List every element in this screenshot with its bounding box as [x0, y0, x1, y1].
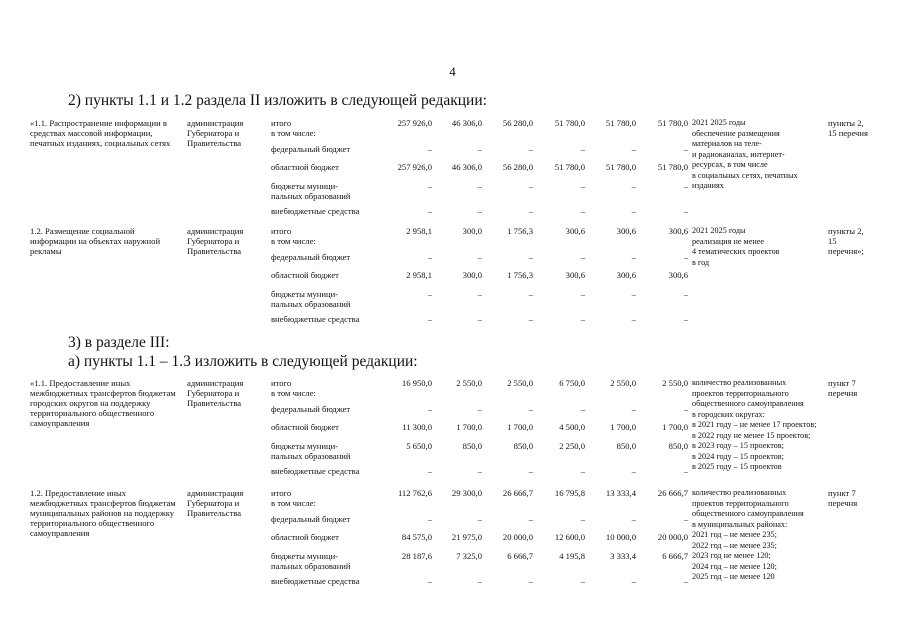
funding-source-label: [271, 270, 339, 280]
funding-value: –: [580, 466, 585, 476]
measure-name: 1.2. Размещение социальной информации на объектах наружной рекламы: [30, 226, 161, 256]
funding-value: 257 926,0: [397, 162, 432, 172]
funding-value: –: [477, 252, 482, 262]
funding-source-label-line: внебюджетные средства: [271, 466, 360, 476]
funding-source-label-line: бюджеты муници-: [271, 289, 339, 299]
funding-value: –: [580, 404, 585, 414]
funding-source-label-line: федеральный бюджет: [271, 514, 351, 524]
expected-result-line: изданиях: [692, 181, 724, 190]
funding-value: –: [427, 206, 432, 216]
funding-source-label-line: областной бюджет: [271, 162, 339, 172]
expected-result-line: 2021 2025 годы: [692, 226, 746, 235]
expected-result-line: количество реализованных: [692, 488, 787, 497]
funding-value: –: [631, 576, 636, 586]
funding-value: –: [427, 289, 432, 299]
funding-value: –: [427, 314, 432, 324]
funding-source-label-line: бюджеты муници-: [271, 181, 339, 191]
funding-value: 300,6: [565, 270, 585, 280]
funding-value: –: [580, 206, 585, 216]
funding-value: 1 700,0: [507, 422, 533, 432]
funding-value: 300,0: [462, 270, 482, 280]
funding-source-label-line: итого: [271, 118, 292, 128]
reference: [828, 488, 857, 508]
funding-value: –: [528, 514, 533, 524]
funding-value: –: [528, 576, 533, 586]
funding-value: –: [528, 206, 533, 216]
funding-value: 51 780,0: [554, 118, 585, 128]
funding-source-label-line: пальных образований: [271, 191, 351, 201]
funding-value: –: [683, 466, 688, 476]
funding-value: 2 550,0: [662, 378, 688, 388]
funding-source-label: [271, 514, 350, 524]
funding-value: –: [631, 514, 636, 524]
funding-value: –: [477, 289, 482, 299]
funding-value: –: [477, 514, 482, 524]
funding-value: 4 195,8: [559, 551, 585, 561]
funding-value: –: [683, 514, 688, 524]
reference-line: 15 перечня: [828, 128, 868, 138]
funding-source-label: [271, 206, 359, 216]
funding-value: 13 333,4: [605, 488, 636, 498]
funding-value: –: [528, 404, 533, 414]
funding-value: –: [427, 466, 432, 476]
executor: администрация Губернатора и Правительства: [187, 118, 244, 148]
funding-value: 1 756,3: [507, 270, 533, 280]
funding-value: 28 187,6: [401, 551, 432, 561]
funding-value: –: [631, 289, 636, 299]
funding-value: –: [477, 466, 482, 476]
funding-value: 51 780,0: [605, 118, 636, 128]
funding-value: 2 250,0: [559, 441, 585, 451]
funding-source-label-line: в том числе:: [271, 498, 316, 508]
funding-value: 46 306,0: [451, 162, 482, 172]
reference-line: пункты 2,: [828, 118, 864, 128]
funding-value: –: [683, 181, 688, 191]
section-heading-1: 2) пункты 1.1 и 1.2 раздела II изложить в следующей редакции:: [68, 92, 487, 109]
funding-value: –: [528, 466, 533, 476]
funding-value: 26 666,7: [657, 488, 688, 498]
executor: администрация Губернатора и Правительства: [187, 488, 244, 518]
expected-result-line: общественного самоуправления: [692, 509, 804, 518]
funding-value: 6 666,7: [507, 551, 533, 561]
funding-value: 300,6: [668, 270, 688, 280]
funding-source-label: [271, 532, 339, 542]
reference-line: пункты 2,: [828, 226, 864, 236]
funding-source-label-line: бюджеты муници-: [271, 551, 339, 561]
funding-value: –: [528, 289, 533, 299]
funding-source-label-line: федеральный бюджет: [271, 252, 351, 262]
funding-source-label-line: в том числе:: [271, 388, 316, 398]
funding-source-label: [271, 576, 359, 586]
funding-value: 56 280,0: [502, 118, 533, 128]
expected-result: [692, 378, 816, 473]
expected-result-line: в 2023 году – 15 проектов;: [692, 441, 784, 450]
expected-result-line: в городских округах:: [692, 409, 765, 419]
funding-source-label: [271, 314, 359, 324]
funding-value: 29 300,0: [451, 488, 482, 498]
expected-result-line: в 2021 году – не менее 17 проектов;: [692, 420, 817, 429]
expected-result-line: 2025 год – не менее 120: [692, 572, 775, 581]
funding-value: –: [580, 144, 585, 154]
funding-value: –: [528, 144, 533, 154]
funding-value: 10 000,0: [605, 532, 636, 542]
funding-value: 850,0: [462, 441, 482, 451]
funding-source-label: [271, 118, 316, 138]
funding-source-label-line: в том числе:: [271, 128, 316, 138]
funding-value: 2 550,0: [456, 378, 482, 388]
expected-result-line: ресурсах, в том числе: [692, 160, 768, 169]
funding-value: –: [683, 206, 688, 216]
funding-source-label: [271, 488, 316, 508]
expected-result-line: 2021 2025 годы: [692, 118, 746, 127]
funding-source-label-line: областной бюджет: [271, 532, 339, 542]
funding-value: 6 750,0: [559, 378, 585, 388]
funding-value: –: [631, 181, 636, 191]
funding-value: –: [427, 252, 432, 262]
expected-result: [692, 488, 804, 583]
expected-result-line: в 2024 году – 15 проектов;: [692, 451, 784, 461]
funding-value: 16 795,8: [554, 488, 585, 498]
funding-value: 26 666,7: [502, 488, 533, 498]
funding-value: –: [427, 576, 432, 586]
funding-source-label-line: бюджеты муници-: [271, 441, 339, 451]
funding-value: –: [427, 144, 432, 154]
funding-source-label-line: внебюджетные средства: [271, 576, 360, 586]
funding-value: –: [683, 404, 688, 414]
funding-value: 21 975,0: [451, 532, 482, 542]
expected-result-line: в 2025 году – 15 проектов: [692, 462, 782, 471]
reference-line: перечня: [828, 388, 858, 398]
reference-line: пункт 7: [828, 488, 856, 498]
expected-result-line: проектов территориального: [692, 388, 789, 398]
expected-result-line: в год: [692, 257, 710, 267]
expected-result-line: количество реализованных: [692, 378, 787, 387]
expected-result-line: в муниципальных районах:: [692, 519, 788, 529]
funding-value: –: [683, 314, 688, 324]
funding-source-label-line: областной бюджет: [271, 422, 339, 432]
expected-result: [692, 226, 780, 268]
funding-value: –: [631, 466, 636, 476]
reference: [828, 118, 868, 138]
expected-result-line: общественного самоуправления: [692, 399, 804, 408]
funding-value: –: [580, 576, 585, 586]
funding-value: –: [528, 181, 533, 191]
funding-source-label-line: федеральный бюджет: [271, 144, 351, 154]
funding-value: 5 650,0: [406, 441, 432, 451]
funding-source-label-line: итого: [271, 378, 292, 388]
funding-value: –: [477, 181, 482, 191]
funding-source-label-line: итого: [271, 226, 292, 236]
funding-value: –: [580, 252, 585, 262]
funding-value: 2 958,1: [406, 226, 432, 236]
expected-result-line: в социальных сетях, печатных: [692, 170, 798, 180]
funding-value: 112 762,6: [397, 488, 432, 498]
funding-source-label-line: пальных образований: [271, 561, 351, 571]
funding-value: –: [477, 576, 482, 586]
funding-value: 300,6: [616, 270, 636, 280]
funding-value: –: [580, 289, 585, 299]
measure-name: 1.2. Предоставление иных межбюджетных трансфертов бюджетам муниципальных районов на поддержку территориального общественного самоуправления: [30, 488, 176, 538]
funding-source-label-line: в том числе:: [271, 236, 316, 246]
expected-result-line: 2024 год – не менее 120;: [692, 561, 777, 571]
funding-value: –: [683, 144, 688, 154]
section-heading-2a: 3) в разделе III:: [68, 334, 170, 351]
measure-name: «1.1. Распространение информации в средствах массовой информации, печатных изданиях, социальных сетях: [30, 118, 171, 148]
executor: администрация Губернатора и Правительства: [187, 226, 244, 256]
expected-result: [692, 118, 798, 192]
funding-value: –: [683, 289, 688, 299]
funding-value: 84 575,0: [401, 532, 432, 542]
funding-source-label-line: областной бюджет: [271, 270, 339, 280]
funding-source-label: [271, 378, 316, 398]
measure-name: «1.1. Предоставление иных межбюджетных трансфертов бюджетам городских округов на поддержку территориального общественного самоуправления: [30, 378, 176, 428]
funding-value: 46 306,0: [451, 118, 482, 128]
funding-source-label-line: пальных образований: [271, 299, 351, 309]
funding-source-label: [271, 226, 316, 246]
funding-value: 7 325,0: [456, 551, 482, 561]
reference-line: перечня: [828, 498, 858, 508]
funding-value: 1 700,0: [456, 422, 482, 432]
funding-source-label: [271, 551, 351, 571]
expected-result-line: в 2022 году не менее 15 проектов;: [692, 430, 811, 440]
funding-source-label-line: внебюджетные средства: [271, 314, 360, 324]
funding-value: 51 780,0: [605, 162, 636, 172]
expected-result-line: проектов территориального: [692, 498, 789, 508]
funding-source-label: [271, 289, 351, 309]
funding-value: –: [427, 181, 432, 191]
reference-line: пункт 7: [828, 378, 856, 388]
funding-value: 2 550,0: [610, 378, 636, 388]
expected-result-line: 2022 год – не менее 235;: [692, 540, 777, 550]
funding-value: –: [631, 206, 636, 216]
funding-source-label-line: итого: [271, 488, 292, 498]
funding-source-label: [271, 252, 350, 262]
section-heading-2b: а) пункты 1.1 – 1.3 изложить в следующей редакции:: [68, 353, 418, 370]
expected-result-line: 2021 год – не менее 235;: [692, 530, 777, 539]
expected-result-line: 4 тематических проектов: [692, 247, 780, 256]
funding-value: 6 666,7: [662, 551, 688, 561]
funding-value: 3 333,4: [610, 551, 636, 561]
funding-value: 20 000,0: [502, 532, 533, 542]
funding-value: 1 756,3: [507, 226, 533, 236]
executor: администрация Губернатора и Правительства: [187, 378, 244, 408]
funding-value: 4 500,0: [559, 422, 585, 432]
funding-value: –: [580, 181, 585, 191]
funding-source-label: [271, 144, 350, 154]
funding-value: 51 780,0: [554, 162, 585, 172]
funding-source-label: [271, 422, 339, 432]
reference-line: перечня»;: [828, 246, 864, 256]
expected-result-line: 2023 год не менее 120;: [692, 551, 771, 560]
funding-value: 850,0: [668, 441, 688, 451]
reference: [828, 378, 857, 398]
funding-source-label: [271, 441, 351, 461]
funding-value: 300,0: [462, 226, 482, 236]
funding-value: –: [683, 252, 688, 262]
funding-value: 850,0: [513, 441, 533, 451]
funding-value: 257 926,0: [397, 118, 432, 128]
funding-value: –: [528, 314, 533, 324]
funding-value: –: [477, 206, 482, 216]
funding-value: 51 780,0: [657, 118, 688, 128]
funding-value: –: [580, 514, 585, 524]
funding-value: –: [580, 314, 585, 324]
funding-value: –: [631, 404, 636, 414]
funding-value: –: [631, 314, 636, 324]
funding-value: 300,6: [565, 226, 585, 236]
funding-value: 2 550,0: [507, 378, 533, 388]
funding-source-label-line: федеральный бюджет: [271, 404, 351, 414]
funding-value: –: [528, 252, 533, 262]
funding-value: 16 950,0: [401, 378, 432, 388]
funding-source-label: [271, 162, 339, 172]
funding-value: 11 300,0: [402, 422, 432, 432]
funding-value: 1 700,0: [662, 422, 688, 432]
funding-value: 2 958,1: [406, 270, 432, 280]
reference: [828, 226, 864, 256]
funding-source-label-line: внебюджетные средства: [271, 206, 360, 216]
expected-result-line: обеспечение размещения: [692, 128, 780, 138]
funding-value: –: [631, 252, 636, 262]
funding-value: –: [477, 144, 482, 154]
funding-value: 850,0: [616, 441, 636, 451]
funding-value: 1 700,0: [610, 422, 636, 432]
funding-value: 20 000,0: [657, 532, 688, 542]
funding-value: –: [427, 514, 432, 524]
funding-value: 56 280,0: [502, 162, 533, 172]
funding-value: 300,6: [668, 226, 688, 236]
funding-value: 51 780,0: [657, 162, 688, 172]
funding-value: 300,6: [616, 226, 636, 236]
expected-result-line: и радиоканалах, интернет-: [692, 149, 785, 159]
funding-source-label-line: пальных образований: [271, 451, 351, 461]
expected-result-line: реализация не менее: [692, 236, 764, 246]
funding-value: –: [683, 576, 688, 586]
funding-source-label: [271, 404, 350, 414]
page-number: 4: [449, 64, 456, 79]
funding-source-label: [271, 466, 359, 476]
funding-value: –: [427, 404, 432, 414]
expected-result-line: материалов на теле-: [692, 139, 762, 148]
funding-value: –: [631, 144, 636, 154]
funding-value: –: [477, 404, 482, 414]
funding-source-label: [271, 181, 351, 201]
funding-value: –: [477, 314, 482, 324]
reference-line: 15: [828, 236, 837, 246]
funding-value: 12 600,0: [554, 532, 585, 542]
